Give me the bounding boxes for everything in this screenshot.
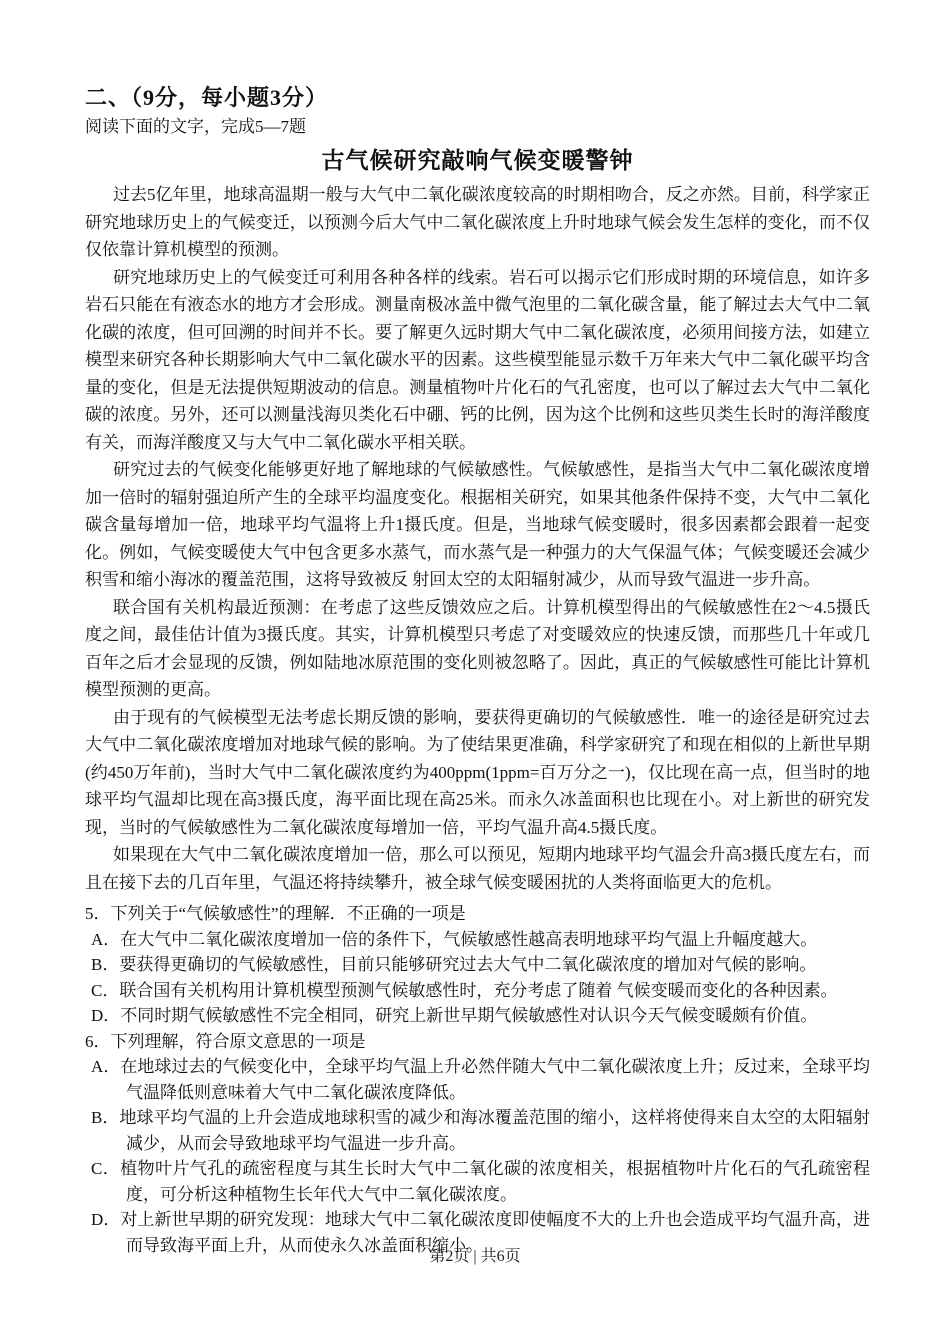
question-6-option-c-label: C． xyxy=(91,1159,121,1178)
questions-section xyxy=(85,901,870,1258)
question-6-option-a-label: A． xyxy=(91,1057,121,1076)
question-5-option-c-text: 联合国有关机构用计算机模型预测气候敏感性时，充分考虑了随着 气候变暖而变化的各种因素。 xyxy=(119,980,838,1000)
passage-paragraph-5: 由于现有的气候模型无法考虑长期反馈的影响，要获得更确切的气候敏感性．唯一的途径是研究过去大气中二氧化碳浓度增加对地球气候的影响。为了使结果更准确，科学家研究了和现在相似的上新世早期(约450万年前)，当时大气中二氧化碳浓度约为400ppm(1ppm=百万分之一)，仅比现在高一点，但当时的地球平均气温却比现在高3摄氏度，海平面比现在高25米。而永久冰盖面积也比现在小。对上新世的研究发现，当时的气候敏感性为二氧化碳浓度每增加一倍，平均气温升高4.5摄氏度。 xyxy=(85,707,870,837)
passage-paragraph-1: 过去5亿年里，地球高温期一般与大气中二氧化碳浓度较高的时期相吻合，反之亦然。目前，科学家正研究地球历史上的气候变迁，以预测今后大气中二氧化碳浓度上升时地球气候会发生怎样的变化，而不仅仅依靠计算机模型的预测。 xyxy=(85,185,870,259)
question-5-option-a-text: 在大气中二氧化碳浓度增加一倍的条件下，气候敏感性越高表明地球平均气温上升幅度越大。 xyxy=(120,929,818,949)
reading-instruction: 阅读下面的文字，完成5—7题 xyxy=(85,117,306,136)
question-5-option-b-label: B． xyxy=(91,955,120,974)
question-5-number: 5． xyxy=(85,904,111,923)
passage-paragraph-6: 如果现在大气中二氧化碳浓度增加一倍，那么可以预见，短期内地球平均气温会升高3摄氏度左右，而且在接下去的几百年里，气温还将持续攀升，被全球气候变暖困扰的人类将面临更大的危机。 xyxy=(85,845,870,892)
question-6-option-b-label: B． xyxy=(91,1108,120,1127)
question-5-option-c-label: C． xyxy=(91,980,120,1000)
question-6-option-a xyxy=(85,1054,870,1105)
question-5-option-b xyxy=(85,952,870,978)
page-content xyxy=(85,84,870,1258)
passage-paragraph-3: 研究过去的气候变化能够更好地了解地球的气候敏感性。气候敏感性，是指当大气中二氧化碳浓度增加一倍时的辐射强迫所产生的全球平均温度变化。根据相关研究，如果其他条件保持不变，大气中二氧化碳含量每增加一倍，地球平均气温将上升1摄氏度。但是，当地球气候变暖时，很多因素都会跟着一起变化。例如，气候变暖使大气中包含更多水蒸气，而水蒸气是一种强力的大气保温气体；气候变暖还会减少积雪和缩小海冰的覆盖范围，这将导致被反 射回太空的太阳辐射减少，从而导致气温进一步升高。 xyxy=(85,460,870,589)
question-5-option-b-text: 要获得更确切的气候敏感性，目前只能够研究过去大气中二氧化碳浓度的增加对气候的影响。 xyxy=(119,955,817,974)
question-6-option-a-text: 在地球过去的气候变化中，全球平均气温上升必然伴随大气中二氧化碳浓度上升；反过来，全球平均气温降低则意味着大气中二氧化碳浓度降低。 xyxy=(120,1057,870,1102)
question-6-number: 6． xyxy=(85,1031,111,1051)
question-6-option-d-text: 对上新世早期的研究发现：地球大气中二氧化碳浓度即使幅度不大的上升也会造成平均气温升高，进而导致海平面上升，从而使永久冰盖面积缩小。 xyxy=(120,1210,870,1255)
question-6-stem-text: 下列理解，符合原文意思的一项是 xyxy=(110,1031,366,1051)
page-footer: 第2页 | 共6页 xyxy=(429,1248,521,1265)
question-6-option-b xyxy=(85,1105,870,1156)
passage-paragraph-4: 联合国有关机构最近预测：在考虑了这些反馈效应之后。计算机模型得出的气候敏感性在2～4.5摄氏度之间，最佳估计值为3摄氏度。其实，计算机模型只考虑了对变暖效应的快速反馈，而那些几十年或几百年之后才会显现的反馈，例如陆地冰原范围的变化则被忽略了。因此，真正的气候敏感性可能比计算机模型预测的更高。 xyxy=(85,597,870,699)
passage-paragraph-2: 研究地球历史上的气候变迁可利用各种各样的线索。岩石可以揭示它们形成时期的环境信息，如许多岩石只能在有液态水的地方才会形成。测量南极冰盖中微气泡里的二氧化碳含量，能了解过去大气中二氧化碳的浓度，但可回溯的时间并不长。要了解更久远时期大气中二氧化碳浓度，必须用间接方法，如建立模型来研究各种长期影响大气中二氧化碳水平的因素。这些模型能显示数千万年来大气中二氧化碳平均含量的变化，但是无法提供短期波动的信息。测量植物叶片化石的气孔密度，也可以了解过去大气中二氧化碳的浓度。另外，还可以测量浅海贝类化石中硼、钙的比例，因为这个比例和这些贝类生长时的海洋酸度有关，而海洋酸度又与大气中二氧化碳水平相关联。 xyxy=(85,267,870,452)
question-5-stem xyxy=(85,901,870,927)
question-5-option-c xyxy=(85,978,870,1004)
question-5-option-d xyxy=(85,1003,870,1029)
question-6-option-c-text: 植物叶片气孔的疏密程度与其生长时大气中二氧化碳的浓度相关，根据植物叶片化石的气孔疏密程度，可分析这种植物生长年代大气中二氧化碳浓度。 xyxy=(120,1159,870,1204)
question-6-option-c xyxy=(85,1156,870,1207)
question-6-stem xyxy=(85,1029,870,1055)
question-5-option-d-label: D． xyxy=(91,1006,121,1025)
question-5-stem-text: 下列关于“气候敏感性”的理解．不正确的一项是 xyxy=(110,904,466,923)
question-5-option-a-label: A． xyxy=(91,929,121,949)
question-5-option-d-text: 不同时期气候敏感性不完全相同，研究上新世早期气候敏感性对认识今天气候变暖颇有价值。 xyxy=(120,1006,818,1025)
passage-title: 古气候研究敲响气候变暖警钟 xyxy=(321,148,634,173)
question-5-option-a xyxy=(85,927,870,953)
question-6-option-b-text: 地球平均气温的上升会造成地球积雪的减少和海冰覆盖范围的缩小，这样将使得来自太空的太阳辐射减少，从而会导致地球平均气温进一步升高。 xyxy=(119,1108,871,1153)
question-6-option-d-label: D． xyxy=(91,1210,121,1229)
section-heading: 二、（9分，每小题3分） xyxy=(85,85,329,110)
